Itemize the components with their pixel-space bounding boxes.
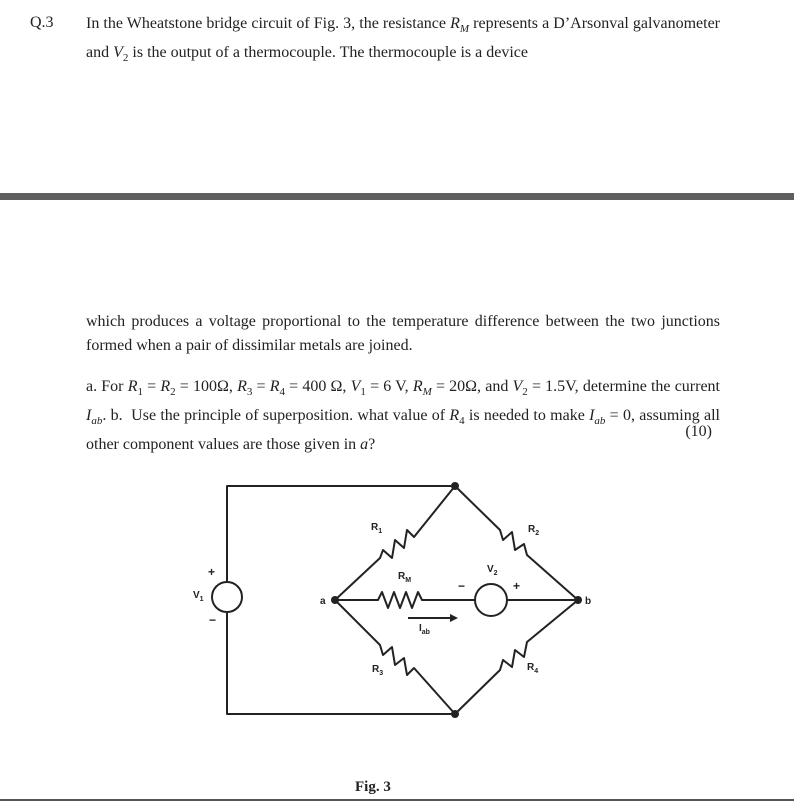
marks: (10) xyxy=(685,423,712,440)
v2-plus: + xyxy=(513,579,521,593)
node-bottom xyxy=(451,710,459,718)
v1-plus: + xyxy=(208,565,216,579)
iab-label: $I_{ab}$ xyxy=(419,623,430,636)
v1-label: $V_1$ xyxy=(193,590,204,603)
question-paragraph-2: which produces a voltage proportional to the temperature difference between the two junctions formed when a pair of dissimilar metals are joined. xyxy=(86,313,720,354)
node-top xyxy=(451,482,459,490)
r4-label: $R_4$ xyxy=(527,662,539,675)
node-b xyxy=(574,596,582,604)
question-paragraph-1: In the Wheatstone bridge circuit of Fig. 3, the resistance $R_M$ represents a D’Arsonval galvanometer and $V_2$ is the output of a thermocouple. The thermocouple is a device xyxy=(86,15,720,65)
r1-label: $R_1$ xyxy=(371,522,383,535)
wire-top xyxy=(227,486,455,582)
r3-label: $R_3$ xyxy=(372,664,384,677)
question-paragraph-3: a. For $R_1 = R_2 = 100\Omega$, $R_3 = R_4 = 400$ Ω, $V_1 = 6$ V, $R_M = 20\Omega$, and $V_2 = 1.5V$, determine the current $I_{ab}$. b. Use the principle of superposition. what value of $R_4$ is needed to make $I_{ab} = 0$, assuming all other component values are those given in a? xyxy=(86,378,721,454)
v2-label: $V_2$ xyxy=(487,564,498,577)
node-a xyxy=(331,596,339,604)
rm-label: $R_M$ xyxy=(398,571,412,584)
node-b-label: b xyxy=(585,596,592,607)
bottom-rule xyxy=(0,799,794,801)
figure-caption: Fig. 3 xyxy=(355,779,391,795)
v1-source-icon xyxy=(212,582,242,612)
r4-resistor-icon xyxy=(455,600,578,714)
rm-resistor-icon xyxy=(335,592,475,608)
v2-source-icon xyxy=(475,584,507,616)
r1-resistor-icon xyxy=(335,486,455,600)
v1-minus: − xyxy=(209,613,217,627)
v2-minus: − xyxy=(458,579,466,593)
node-a-label: a xyxy=(320,596,326,607)
r2-label: $R_2$ xyxy=(528,524,540,537)
question-number: Q.3 xyxy=(30,14,54,31)
